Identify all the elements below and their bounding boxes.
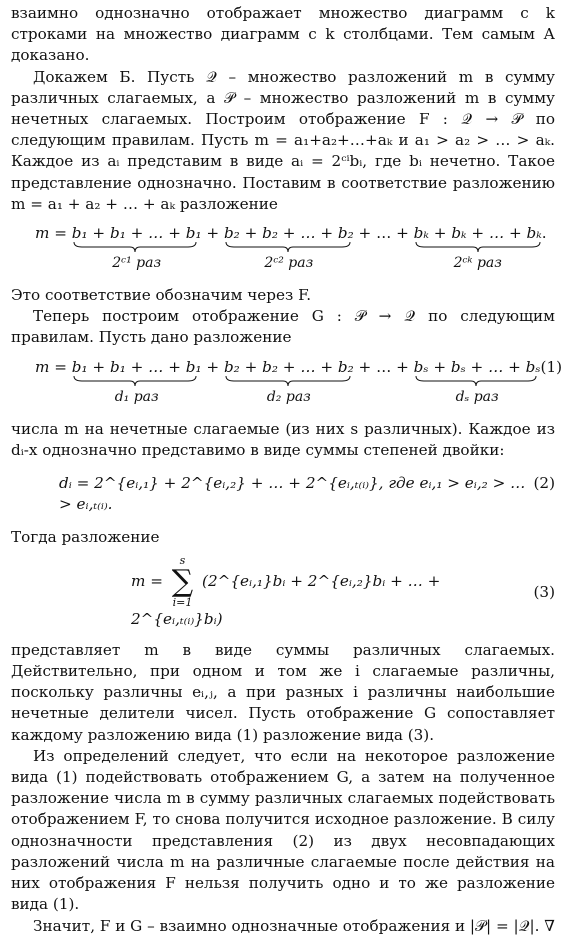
eq2-group-1: b₁ + b₁ + … + b₁ d₁ раз [72, 357, 202, 378]
equation-f-mapping: m = b₁ + b₁ + … + b₁ 2ᶜ¹ раз + b₂ + b₂ + … + b₂ 2ᶜ² раз + … + bₖ + bₖ + … + bₖ 2ᶜᵏ раз . [11, 223, 555, 275]
paragraph-6: Тогда разложение [11, 528, 160, 547]
equation-number-1: (1) [540, 357, 563, 376]
eq1-group-2: b₂ + b₂ + … + b₂ 2ᶜ² раз [224, 223, 354, 244]
equation-2: dᵢ = 2^{eᵢ,₁} + 2^{eᵢ,₂} + … + 2^{eᵢ,ₜ₍ᵢ₎}, где eᵢ,₁ > eᵢ,₂ > … > eᵢ,ₜ₍ᵢ₎. (2) [59, 474, 555, 514]
eq2-label-3: dₛ раз [455, 388, 499, 405]
eq1-lhs: m = [35, 224, 67, 243]
paragraph-1: взаимно однозначно отображает множество диаграмм с k строками на множество диаграмм с k столбцами. Тем самым А доказано. [11, 4, 555, 65]
eq2-label-1: d₁ раз [114, 388, 159, 405]
equation-1: m = b₁ + b₁ + … + b₁ d₁ раз + b₂ + b₂ + … + b₂ d₂ раз + … + bₛ + bₛ + … + bₛ dₛ раз (1) [11, 357, 555, 409]
eq2-group-2: b₂ + b₂ + … + b₂ d₂ раз [224, 357, 354, 378]
eq1-group-3: bₖ + bₖ + … + bₖ 2ᶜᵏ раз [414, 223, 542, 244]
sigma-sum: s ∑ i=1 [171, 553, 194, 609]
eq1-label-1: 2ᶜ¹ раз [112, 255, 162, 272]
eq1-label-3: 2ᶜᵏ раз [453, 255, 502, 272]
equation-number-2: (2) [533, 474, 555, 493]
paragraph-8: Из определений следует, что если на некоторое разложение вида (1) подействовать отображением G, а затем на полученное разложение числа m в сумму различных слагаемых подействовать отображением F, то снова получится исходное разложение. В силу однозначности представления (2) из двух несовпадающих разложений числа m на различные слагаемые после действия на них отображения F нельзя получить одно и то же разложение вида (1). [11, 746, 555, 914]
paragraph-9: Значит, F и G – взаимно однозначные отображения и |𝒫| = |𝒬|. ∇ [33, 916, 555, 935]
paragraph-3: Это соответствие обозначим через F. [11, 286, 312, 305]
paragraph-4: Теперь построим отображение G : 𝒫 → 𝒬 по следующим правилам. Пусть дано разложение [11, 307, 555, 347]
eq1-group-1: b₁ + b₁ + … + b₁ 2ᶜ¹ раз [72, 223, 202, 244]
equation-3: m = s ∑ i=1 (2^{eᵢ,₁}bᵢ + 2^{eᵢ,₂}bᵢ + … + 2^{eᵢ,ₜ₍ᵢ₎}bᵢ) (3) [131, 553, 555, 628]
eq2-group-3: bₛ + bₛ + … + bₛ dₛ раз [414, 357, 541, 378]
eq2-label-2: d₂ раз [266, 388, 311, 405]
equation-number-3: (3) [533, 582, 555, 601]
eq1-label-2: 2ᶜ² раз [264, 255, 314, 272]
paragraph-7: представляет m в виде суммы различных слагаемых. Действительно, при одном и том же i слагаемые различны, поскольку различны eᵢ,ⱼ, а при разных i различны наибольшие нечетные делители чисел. Пусть отображение G сопоставляет каждому разложению вида (1) разложение вида (3). [11, 640, 555, 744]
paragraph-5: числа m на нечетные слагаемые (из них s различных). Каждое из dᵢ-х однозначно представимо в виде суммы степеней двойки: [11, 419, 555, 459]
paragraph-2: Докажем Б. Пусть 𝒬 – множество разложений m в сумму различных слагаемых, а 𝒫 – множество разложений m в сумму нечетных слагаемых. Построим отображение F : 𝒬 → 𝒫 по следующим правилам. Пусть m = a₁+a₂+…+aₖ и a₁ > a₂ > … > aₖ. Каждое из aᵢ представим в виде aᵢ = 2ᶜⁱbᵢ, где bᵢ нечетно. Такое представление однозначно. Поставим в соответствие разложению m = a₁ + a₂ + … + aₖ разложение [11, 67, 555, 213]
